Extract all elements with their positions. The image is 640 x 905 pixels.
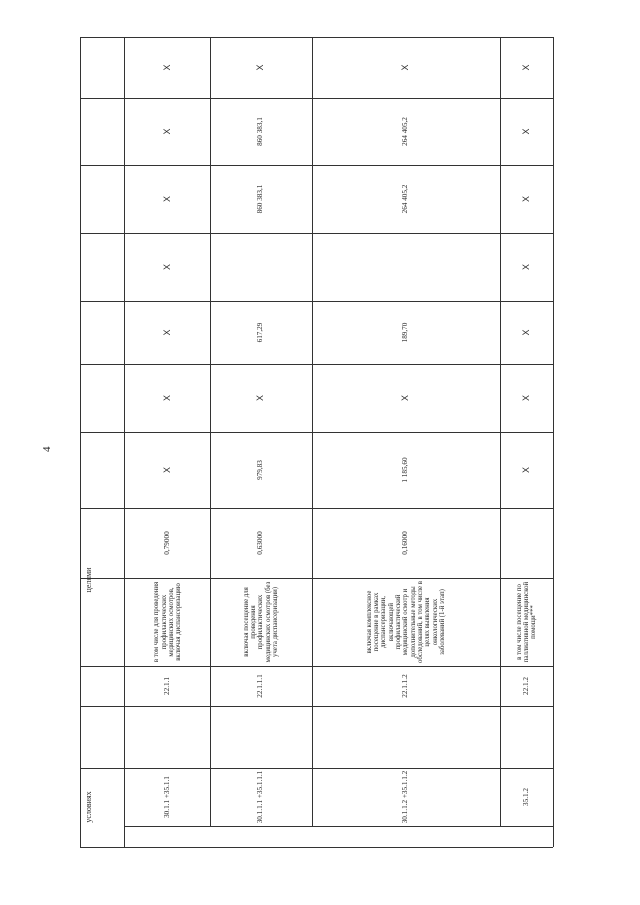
cell-value: X: [520, 264, 531, 271]
cell-value: X: [162, 128, 173, 135]
page-number: 4: [41, 446, 53, 452]
cell-value: X: [255, 64, 266, 71]
cell-code: 35.1.2: [521, 788, 530, 806]
cell-code: 30.1.1.2 +35.1.1.2: [401, 770, 410, 824]
cell-value: X: [520, 128, 531, 135]
cell-value: 617,29: [256, 322, 265, 343]
cell-value: 189,70: [401, 322, 410, 343]
cell-code: 30.1.1.1 +35.1.1.1: [256, 770, 265, 824]
cell-value: X: [162, 467, 173, 474]
cell-value: X: [162, 329, 173, 336]
row-divider: [124, 37, 125, 847]
cell-value: 860 383,1: [256, 117, 265, 146]
cell-value: 979,83: [256, 460, 265, 480]
column-divider: [124, 826, 553, 827]
cell-value: X: [400, 395, 411, 402]
cell-description: включая комплексное посещение в рамках диспансеризации, включающей профилактический медицинский осмотр и дополнительные методы обследований, в том числе в целях выявления онкологических заболеваний (1-й этап): [365, 581, 446, 663]
cell-subcode: 22.1.1.1: [256, 674, 265, 698]
cell-value: 264 405,2: [401, 184, 410, 214]
cell-value: X: [162, 395, 173, 402]
column-divider: [80, 706, 553, 707]
header-goals-label: целями: [83, 567, 93, 593]
cell-value: X: [520, 329, 531, 336]
cell-value: 0,63000: [256, 531, 265, 555]
cell-value: 0,79000: [163, 531, 172, 555]
cell-value: X: [255, 395, 266, 402]
cell-description: включая посещение для проведения профилактических медицинских осмотров (без учета диспансеризации): [242, 581, 279, 663]
cell-value: 0,16000: [401, 531, 410, 555]
table-border-right: [553, 37, 554, 847]
cell-description: в том числе для проведения профилактических медицинских осмотров, включая диспансеризацию: [153, 581, 183, 663]
cell-value: [212, 233, 310, 301]
cell-value: 860 383,1: [256, 184, 265, 214]
cell-value: X: [162, 64, 173, 71]
cell-subcode: 22.1.2: [521, 677, 530, 695]
header-conditions-label: условиях: [83, 791, 93, 823]
cell-value: X: [162, 196, 173, 203]
table-border-left: [80, 37, 81, 847]
cell-value: [502, 508, 551, 578]
cell-code: 30.1.1 +35.1.1: [163, 776, 172, 818]
cell-value: 1 185,60: [401, 457, 410, 483]
cell-value: 264 405,2: [401, 117, 410, 146]
table-border-bottom: [80, 847, 553, 848]
cell-value: [314, 233, 498, 301]
cell-value: X: [520, 395, 531, 402]
cell-subcode: 22.1.1: [163, 677, 172, 695]
cell-value: X: [520, 467, 531, 474]
cell-value: X: [520, 64, 531, 71]
cell-description: в том числе посещение по паллиативной медицинской помощи***: [515, 581, 538, 663]
cell-value: X: [162, 264, 173, 271]
cell-value: X: [520, 196, 531, 203]
cell-subcode: 22.1.1.2: [401, 674, 410, 698]
cell-value: X: [400, 64, 411, 71]
